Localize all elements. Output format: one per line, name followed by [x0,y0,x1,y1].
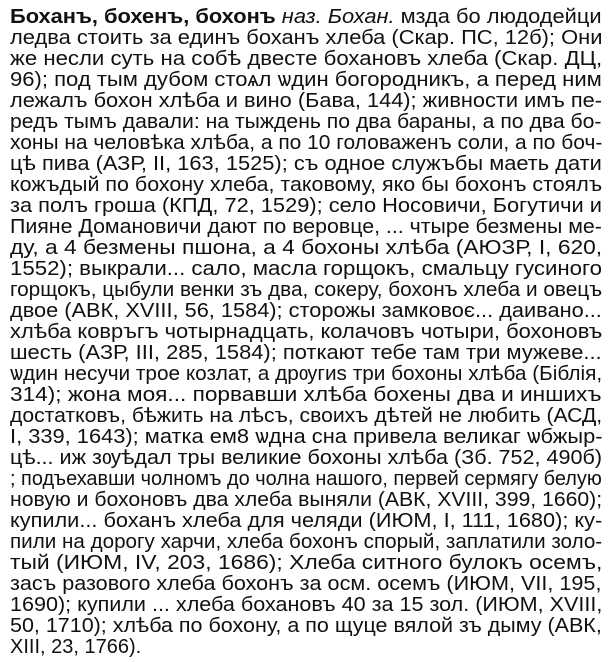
entry-text: ѡдин несучи трое козлат, а дрѹгиѕ три бохоны хлѣба (Біблія, [10,363,603,385]
entry-line-31 [10,634,141,660]
entry-text: хлѣба ковръгъ чотырнадцать, колачовъ чотыри, бохоновъ [10,321,603,343]
entry-text: 96); под тым дубом стоѧл ѡдин богородникъ, а перед ним [10,69,602,91]
entry-text: 1552); выкрали... сало, масла горщокъ, смальцу гусиного [10,258,603,280]
dictionary-entry [10,4,602,660]
entry-text: двое (АВК, XVIII, 56, 1584); сторожы замковоє... даивано... [10,300,602,322]
entry-text: мзда бо людодейци [400,6,602,28]
entry-text: шесть (АЗР, III, 285, 1584); поткают тебе там три мужеве... [10,342,602,364]
grammar-note: наз. Бохан. [281,6,395,28]
entry-text: же несли суть на собѣ двесте бохановъ хлеба (Скар. ДЦ, [10,48,603,70]
entry-text: новую и бохоновъ два хлеба выняли (АВК, XVIII, 399, 1660); [10,489,603,511]
entry-text: ледва стоить за единъ боханъ хлеба (Скар. ПС, 12б); Они [10,27,603,49]
entry-text: XIII, 23, 1766). [10,636,142,658]
entry-text: редъ тымъ давали: на тыждень по два бараны, а по два бо- [10,111,602,133]
headword: Боханъ, бохенъ, бохонъ [10,6,276,28]
entry-text: ; подъехавши чолномъ до чолна нашого, первей сермягу белую [10,468,602,490]
entry-text: пили на дорогу харчи, хлеба бохонъ спорый, заплатили золо- [10,531,603,553]
entry-text: тый (ИЮМ, IV, 203, 1686); Хлеба ситного булокъ осемъ, [10,552,603,574]
entry-text: Пияне Домановичи дают по веровце, ... чтыре безмены ме- [10,216,602,238]
entry-text: за полъ гроша (КПД, 72, 1529); село Носовичи, Богутичи и [10,195,602,217]
entry-text: цѣ пива (АЗР, II, 163, 1525); съ одное служъбы маеть дати [10,153,602,175]
entry-text: достатковъ, бѣжить на лѣсъ, своихъ дѣтей не любить (АСД, [10,405,603,427]
entry-text: 1690); купили ... хлеба бохановъ 40 за 15 зол. (ИЮМ, XVIII, [10,594,603,616]
entry-text: хоны на человѣка хлѣба, а по 10 головаженъ соли, а по боч- [10,132,603,154]
entry-text: ду, а 4 безмены пшона, а 4 бохоны хлѣба (АЮЗР, I, 620, [10,237,603,259]
entry-text: цѣ... иж зѹѣдал тры великие бохоны хлѣба (Зб. 752, 490б) [10,447,603,469]
entry-text: 50, 1710); хлѣба по бохону, а по щуце вялой зъ дыму (АВК, [10,615,602,637]
entry-text: 314); жона моя... порвавши хлѣба бохены два и иншихъ [10,384,602,406]
entry-text: кожъдый по бохону хлеба, таковому, яко бы бохонъ стоялъ [10,174,603,196]
entry-text: горщокъ, цыбули венки зъ два, сокеру, бохонъ хлеба и овецъ [10,279,603,301]
entry-text: засъ разового хлеба бохонъ за осм. осемъ (ИЮМ, VII, 195, [10,573,602,595]
entry-text: лежалъ бохон хлѣба и вино (Бава, 144); живности имъ пе- [10,90,602,112]
entry-text: I, 339, 1643); матка ем8 ѡдна сна привела великаг ѡбжыр- [10,426,603,448]
entry-text: купили... боханъ хлеба для челяди (ИЮМ, I, 111, 1680); ку- [10,510,603,532]
